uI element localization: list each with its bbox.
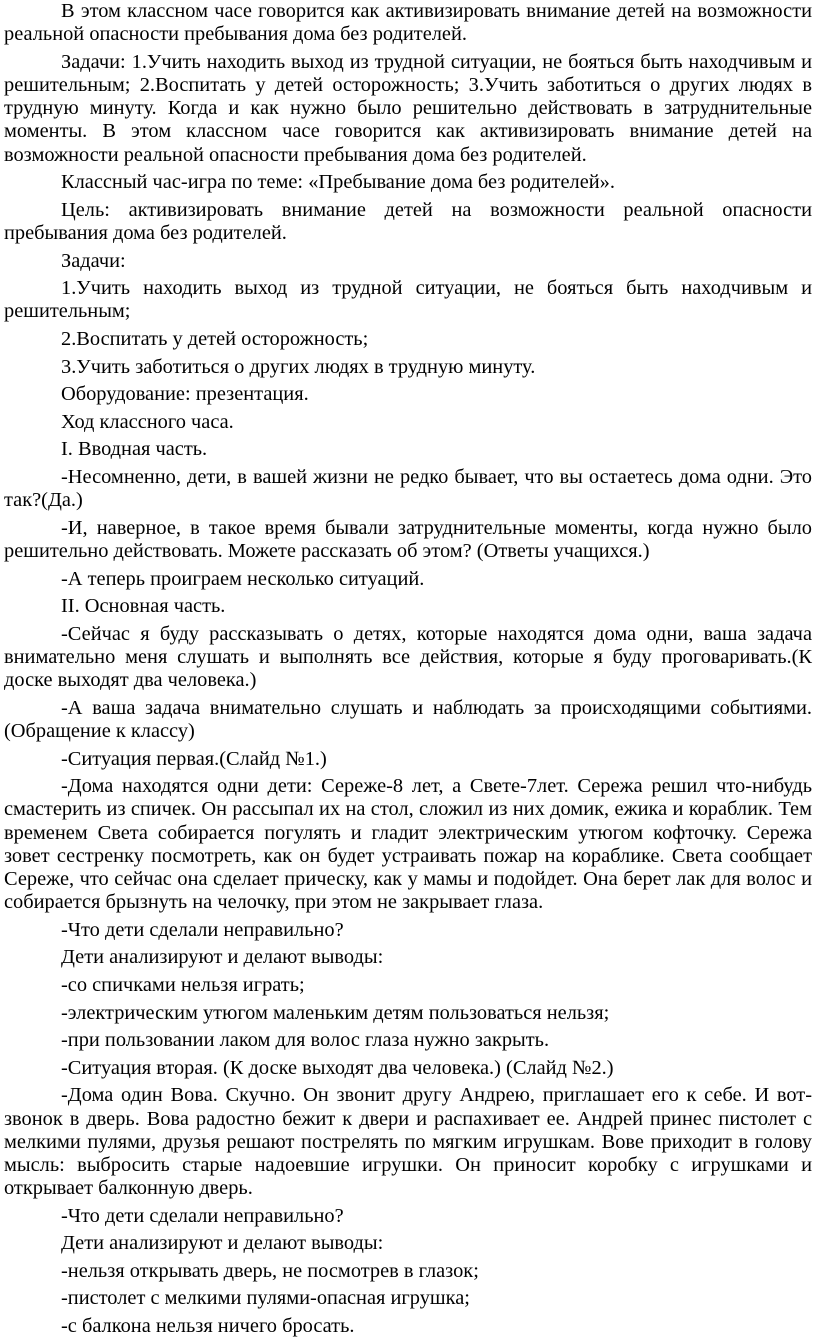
paragraph: Цель: активизировать внимание детей на возможности реальной опасности пребывания дома без родителей. [4,198,812,244]
paragraph: -со спичками нельзя играть; [61,973,305,996]
paragraph: -Ситуация вторая. (К доске выходят два человека.) (Слайд №2.) [61,1056,614,1079]
paragraph: II. Основная часть. [61,595,226,618]
paragraph: 2.Воспитать у детей осторожность; [61,327,369,350]
paragraph: В этом классном часе говорится как активизировать внимание детей на возможности реальной опасности пребывания дома без родителей. [4,0,812,46]
paragraph: -Дома один Вова. Скучно. Он звонит другу Андрею, приглашает его к себе. И вот-звонок в дверь. Вова радостно бежит к двери и распахивает ее. Андрей принес пистолет с мелкими пулями, друзья решают пострелять по мягким игрушкам. Вове приходит в голову мысль: выбросить старые надоевшие игрушки. Он приносит коробку с игрушками и открывает балконную дверь. [4,1084,812,1200]
paragraph: Классный час-игра по теме: «Пребывание дома без родителей». [61,171,615,194]
paragraph: -Что дети сделали неправильно? [61,1204,344,1227]
paragraph: I. Вводная часть. [61,438,208,461]
paragraph: 3.Учить заботиться о других людях в трудную минуту. [61,355,536,378]
paragraph: Дети анализируют и делают выводы: [61,1232,384,1255]
paragraph: -Что дети сделали неправильно? [61,918,344,941]
paragraph: -Ситуация первая.(Слайд №1.) [61,747,327,770]
paragraph: Дети анализируют и делают выводы: [61,946,384,969]
paragraph: Ход классного часа. [61,410,234,433]
paragraph: -Несомненно, дети, в вашей жизни не редко бывает, что вы остаетесь дома одни. Это так?(Да.) [4,465,812,512]
paragraph: -пистолет с мелкими пулями-опасная игрушка; [61,1287,470,1310]
paragraph: -с балкона нельзя ничего бросать. [61,1315,355,1338]
paragraph: -электрическим утюгом маленьким детям пользоваться нельзя; [61,1001,610,1024]
paragraph: -Сейчас я буду рассказывать о детях, которые находятся дома одни, ваша задача внимательно меня слушать и выполнять все действия, которые я буду проговаривать.(К доске выходят два человека.) [4,622,812,692]
paragraph: 1.Учить находить выход из трудной ситуации, не бояться быть находчивым и решительным; [4,277,812,323]
paragraph: Оборудование: презентация. [61,383,309,406]
paragraph: -А теперь проиграем несколько ситуаций. [61,567,425,590]
paragraph: -при пользовании лаком для волос глаза нужно закрыть. [61,1029,550,1052]
paragraph: Задачи: 1.Учить находить выход из трудной ситуации, не бояться быть находчивым и решительным; 2.Воспитать у детей осторожность; 3.Учить заботиться о других людях в трудную минуту. Когда и как нужно было решительно действовать в затруднительные моменты. В этом классном часе говорится как активизировать внимание детей на возможности реальной опасности пребывания дома без родителей. [4,50,812,166]
paragraph: Задачи: [61,249,126,272]
paragraph: -Дома находятся одни дети: Сереже-8 лет, а Свете-7лет. Сережа решил что-нибудь смастерить из спичек. Он рассыпал их на стол, сложил из них домик, ежика и кораблик. Тем временем Света собирается погулять и гладит электрическим утюгом кофточку. Сережа зовет сестренку посмотреть, как он будет устраивать пожар на кораблике. Света сообщает Сереже, что сейчас она сделает прическу, как у мамы и подойдет. Она берет лак для волос и собирается брызнуть на челочку, при этом не закрывает глаза. [4,775,812,914]
paragraph: -И, наверное, в такое время бывали затруднительные моменты, когда нужно было решительно действовать. Можете рассказать об этом? (Ответы учащихся.) [4,516,812,562]
paragraph: -А ваша задача внимательно слушать и наблюдать за происходящими событиями.(Обращение к классу) [4,696,812,742]
paragraph: -нельзя открывать дверь, не посмотрев в глазок; [61,1259,479,1282]
